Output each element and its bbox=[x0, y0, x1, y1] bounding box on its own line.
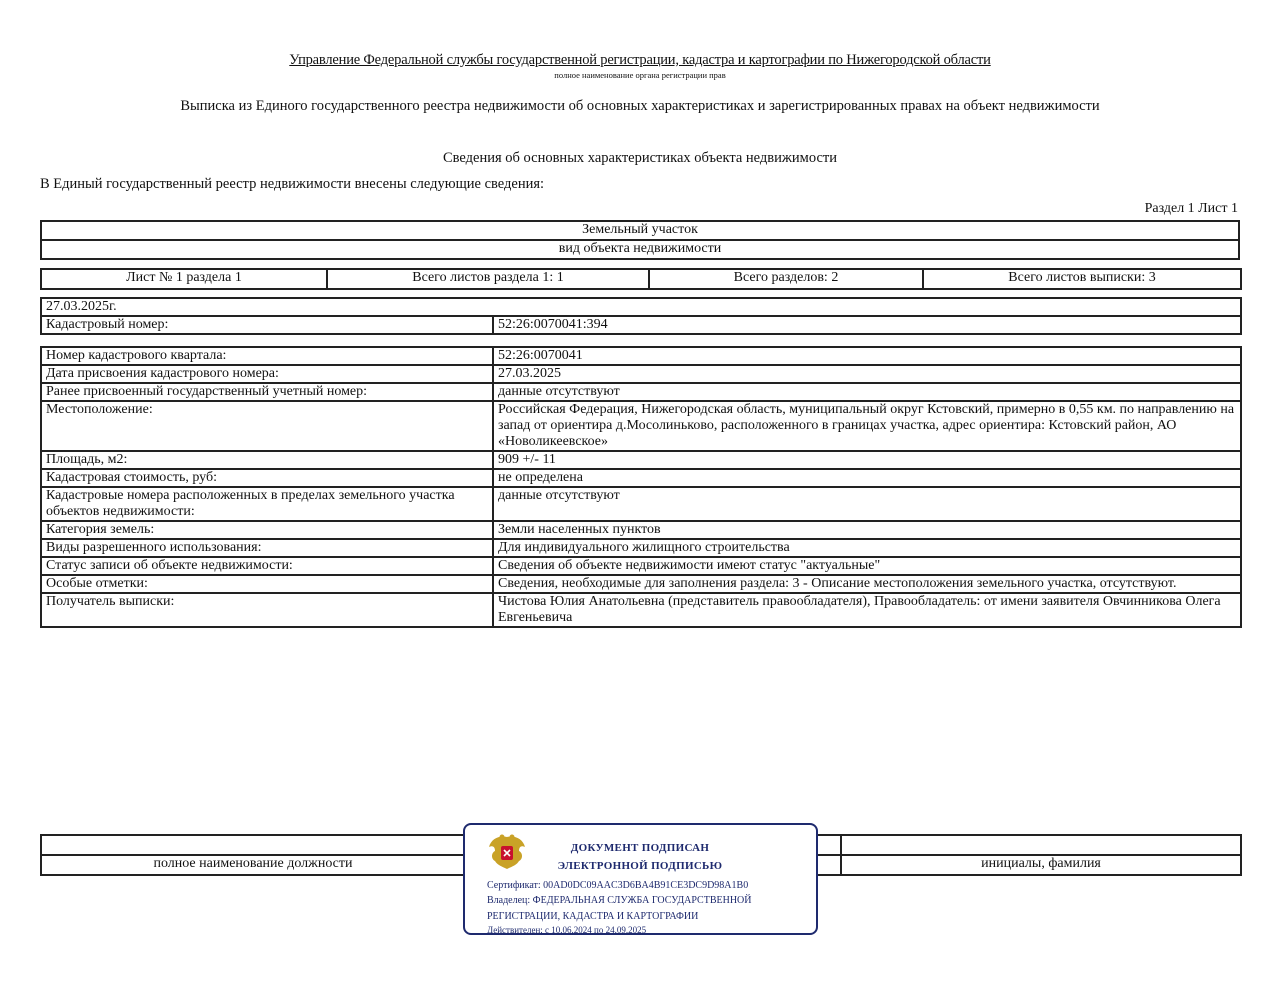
property-label: Кадастровая стоимость, руб: bbox=[41, 469, 493, 487]
cad-number-label: Кадастровый номер: bbox=[41, 316, 493, 334]
property-value: данные отсутствуют bbox=[493, 383, 1241, 401]
sheet-of-section: Лист № 1 раздела 1 bbox=[41, 269, 327, 289]
signature-position-field bbox=[41, 835, 465, 855]
stamp-line-2: ЭЛЕКТРОННОЙ ПОДПИСЬЮ bbox=[557, 860, 723, 872]
stamp-certificate: Сертификат: 00AD0DC09AAC3D6BA4B91CE3DC9D98A1B0 bbox=[487, 880, 749, 891]
main-info-table bbox=[40, 297, 1242, 335]
authority-caption: полное наименование органа регистрации прав bbox=[554, 70, 726, 80]
property-row bbox=[41, 487, 1241, 521]
registration-authority: Управление Федеральной службы государственной регистрации, кадастра и картографии по Нижегородской области bbox=[289, 52, 991, 68]
property-label: Дата присвоения кадастрового номера: bbox=[41, 365, 493, 383]
object-type: Земельный участок bbox=[41, 221, 1239, 240]
property-value: Земли населенных пунктов bbox=[493, 521, 1241, 539]
sheet-info-table bbox=[40, 268, 1242, 290]
extract-date: 27.03.2025г. bbox=[41, 298, 1241, 316]
property-row bbox=[41, 365, 1241, 383]
position-caption: полное наименование должности bbox=[41, 855, 465, 875]
extract-title: Выписка из Единого государственного реестра недвижимости об основных характеристиках и зарегистрированных правах на объект недвижимости bbox=[180, 98, 1100, 114]
property-row bbox=[41, 575, 1241, 593]
property-row bbox=[41, 557, 1241, 575]
property-row bbox=[41, 521, 1241, 539]
property-value: Сведения об объекте недвижимости имеют статус "актуальные" bbox=[493, 557, 1241, 575]
property-label: Местоположение: bbox=[41, 401, 493, 451]
property-value: 52:26:0070041 bbox=[493, 347, 1241, 365]
property-row bbox=[41, 451, 1241, 469]
signature-name-field bbox=[841, 835, 1241, 855]
stamp-owner-2: РЕГИСТРАЦИИ, КАДАСТРА И КАРТОГРАФИИ bbox=[487, 911, 699, 922]
object-type-caption: вид объекта недвижимости bbox=[41, 240, 1239, 259]
property-label: Категория земель: bbox=[41, 521, 493, 539]
name-caption: инициалы, фамилия bbox=[841, 855, 1241, 875]
property-row bbox=[41, 469, 1241, 487]
cad-number-value: 52:26:0070041:394 bbox=[493, 316, 1241, 334]
property-label: Виды разрешенного использования: bbox=[41, 539, 493, 557]
total-sheets-extract: Всего листов выписки: 3 bbox=[923, 269, 1241, 289]
property-value: Чистова Юлия Анатольевна (представитель правообладателя), Правообладатель: от имени заявителя Овчинникова Олега Евгеньевича bbox=[493, 593, 1241, 627]
stamp-validity: Действителен: с 10.06.2024 по 24.09.2025 bbox=[487, 925, 647, 935]
property-row bbox=[41, 539, 1241, 557]
property-value: не определена bbox=[493, 469, 1241, 487]
property-label: Ранее присвоенный государственный учетный номер: bbox=[41, 383, 493, 401]
stamp-line-1: ДОКУМЕНТ ПОДПИСАН bbox=[570, 842, 710, 854]
property-label: Получатель выписки: bbox=[41, 593, 493, 627]
property-label: Номер кадастрового квартала: bbox=[41, 347, 493, 365]
total-sections: Всего разделов: 2 bbox=[649, 269, 923, 289]
property-label: Площадь, м2: bbox=[41, 451, 493, 469]
stamp-owner: Владелец: ФЕДЕРАЛЬНАЯ СЛУЖБА ГОСУДАРСТВЕННОЙ bbox=[487, 895, 752, 906]
electronic-signature-stamp bbox=[463, 823, 818, 935]
total-sheets-section: Всего листов раздела 1: 1 bbox=[327, 269, 649, 289]
property-row bbox=[41, 347, 1241, 365]
section-title: Сведения об основных характеристиках объекта недвижимости bbox=[442, 150, 838, 166]
sheet-reference: Раздел 1 Лист 1 bbox=[1144, 201, 1238, 216]
object-type-table bbox=[40, 220, 1240, 260]
property-label: Особые отметки: bbox=[41, 575, 493, 593]
property-row bbox=[41, 401, 1241, 451]
property-row bbox=[41, 383, 1241, 401]
property-value: 909 +/- 11 bbox=[493, 451, 1241, 469]
property-value: данные отсутствуют bbox=[493, 487, 1241, 521]
property-value: Для индивидуального жилищного строительства bbox=[493, 539, 1241, 557]
properties-table bbox=[40, 346, 1242, 628]
property-label: Кадастровые номера расположенных в пределах земельного участка объектов недвижимости: bbox=[41, 487, 493, 521]
property-row bbox=[41, 593, 1241, 627]
property-value: Сведения, необходимые для заполнения раздела: 3 - Описание местоположения земельного участка, отсутствуют. bbox=[493, 575, 1241, 593]
property-value: 27.03.2025 bbox=[493, 365, 1241, 383]
property-value: Российская Федерация, Нижегородская область, муниципальный округ Кстовский, примерно в 0,55 км. по направлению на запад от ориентира д.Мосолиньково, расположенного в границах участка, адрес ориентира: Кстовский район, АО «Новоликеевское» bbox=[493, 401, 1241, 451]
property-label: Статус записи об объекте недвижимости: bbox=[41, 557, 493, 575]
intro-text: В Единый государственный реестр недвижимости внесены следующие сведения: bbox=[40, 176, 545, 192]
